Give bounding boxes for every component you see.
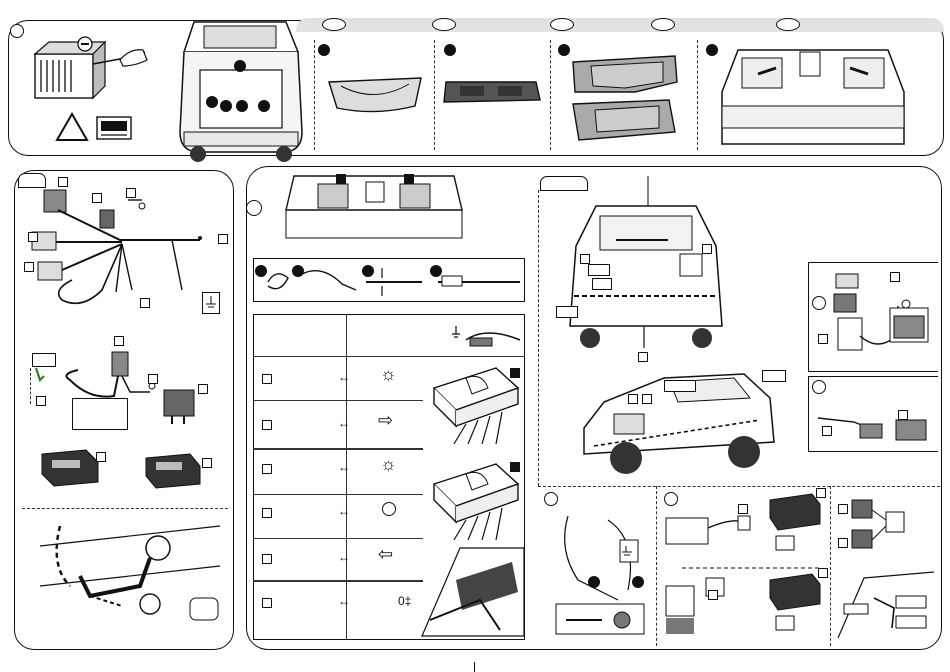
module-mount-illustration-upper <box>662 488 828 562</box>
crimp-steps-illustration <box>262 264 524 300</box>
trunk-floor-part <box>440 72 544 112</box>
part-box-11 <box>148 374 158 384</box>
battery-disconnect-icon <box>25 30 165 110</box>
row-checkbox-1 <box>262 374 272 384</box>
schematic-box-4 <box>628 394 638 404</box>
car-rear-bumper-illustration <box>718 44 908 154</box>
part-box-14 <box>202 458 212 468</box>
fuse-relay-illustration <box>824 266 936 366</box>
marker-square-1 <box>336 174 346 184</box>
marker-dot-d <box>236 100 248 112</box>
part-box-10 <box>36 396 46 406</box>
turn-arrow-left-icon: ⇦ <box>378 544 394 564</box>
row-arrow-1: ↔ <box>338 370 350 384</box>
cable-box-1 <box>822 426 832 436</box>
module-mount-illustration-lower <box>662 564 828 642</box>
row-line-1 <box>253 400 423 401</box>
wiring-harness-illustration <box>22 180 222 320</box>
panel-number-circle <box>10 24 24 38</box>
car-rear-open-illustration <box>176 12 306 162</box>
step-oval-1 <box>322 18 346 31</box>
step-dot-2 <box>444 44 456 56</box>
cable-box-2 <box>898 410 908 420</box>
manual-icon <box>96 116 132 140</box>
row-line-5 <box>253 580 423 582</box>
ground-dot-1 <box>588 576 600 588</box>
row-checkbox-3 <box>262 464 272 474</box>
schematic-box-2 <box>702 244 712 254</box>
module-box-3 <box>708 590 718 600</box>
kit-divider <box>22 508 228 509</box>
step-dot-4 <box>706 44 718 56</box>
connector-inset-photo <box>420 540 524 638</box>
connector-block-upper <box>426 358 522 448</box>
cable-join-illustration <box>814 398 934 448</box>
page-center-mark <box>474 662 475 672</box>
schematic-label-4 <box>664 380 696 392</box>
lower-section-divider <box>538 486 940 487</box>
step-dot-1 <box>318 44 330 56</box>
row-arrow-6: ↔ <box>338 594 350 608</box>
ground-bolt-illustration <box>548 510 652 640</box>
control-module-icon-2 <box>140 448 206 494</box>
marker-dot-e <box>258 100 270 112</box>
row-line-3 <box>253 494 423 495</box>
table-col-divider <box>346 314 347 640</box>
step-oval-5 <box>776 18 800 31</box>
turn-arrow-right-icon: ⇨ <box>378 410 394 430</box>
lower-divider-1 <box>656 486 657 646</box>
part-label-9 <box>32 353 56 367</box>
ground-dot-2 <box>632 576 644 588</box>
ground-symbol-icon <box>202 292 220 314</box>
reverse-light-icon <box>382 502 396 516</box>
tail-light-icon: ☼ <box>380 364 397 384</box>
lower-circle-1 <box>544 492 558 506</box>
module-box-1 <box>738 504 748 514</box>
wiring-panel-circle <box>246 200 262 216</box>
side-trim-panels <box>565 52 685 144</box>
fuse-box-1 <box>890 272 900 282</box>
marker-dot-c <box>220 100 232 112</box>
fuse-box-2 <box>818 334 828 344</box>
fog-light-icon: 0‡ <box>398 594 412 608</box>
step-divider-2 <box>434 40 435 150</box>
step-divider-1 <box>314 40 315 150</box>
part-9-bracket <box>30 368 31 404</box>
module-box-2 <box>816 488 826 498</box>
step-oval-4 <box>651 18 675 31</box>
marker-square-4 <box>510 462 520 472</box>
schematic-label-2 <box>592 278 612 290</box>
lower-divider-2 <box>830 486 831 646</box>
section-divider <box>538 190 539 486</box>
car-rear-interior <box>284 172 464 250</box>
module-box-4 <box>818 568 828 578</box>
car-rear-wiring-schematic <box>556 176 736 356</box>
part-box-1 <box>58 177 68 187</box>
row-line-4 <box>253 538 423 539</box>
part-box-8 <box>114 336 124 346</box>
step-divider-4 <box>697 40 698 150</box>
schematic-label-1 <box>588 264 610 276</box>
marker-dot-b <box>206 96 218 108</box>
parcel-shelf-part <box>325 68 425 118</box>
step-divider-3 <box>550 40 551 150</box>
marker-dot-a <box>234 60 246 72</box>
part-box-7 <box>140 298 150 308</box>
row-checkbox-5 <box>262 554 272 564</box>
row-checkbox-2 <box>262 420 272 430</box>
schematic-label-5 <box>762 370 786 382</box>
relay-mount-illustration <box>836 490 940 568</box>
part-box-2 <box>92 193 102 203</box>
step-oval-3 <box>550 18 574 31</box>
row-arrow-4: ↔ <box>338 504 350 518</box>
car-side-wiring-schematic <box>574 358 784 480</box>
row-arrow-3: ↔ <box>338 460 350 474</box>
part-box-6 <box>218 234 228 244</box>
marker-square-2 <box>404 174 414 184</box>
row-checkbox-6 <box>262 598 272 608</box>
row-arrow-2: ↔ <box>338 416 350 430</box>
row-line-0 <box>253 356 525 357</box>
chassis-mount-illustration <box>834 568 940 644</box>
relay-box-1 <box>838 504 848 514</box>
row-line-2 <box>253 448 423 450</box>
step-oval-2 <box>432 18 456 31</box>
schematic-box-1 <box>580 254 590 264</box>
row-checkbox-4 <box>262 508 272 518</box>
part-box-4 <box>28 232 38 242</box>
part-box-13 <box>96 452 106 462</box>
part-info-box <box>72 398 128 430</box>
schematic-label-3 <box>556 306 578 318</box>
tail-light-icon-2: ☼ <box>380 454 397 474</box>
tow-hitch-icon <box>30 516 230 644</box>
part-box-12 <box>198 384 208 394</box>
top-tab-strip <box>296 18 944 32</box>
schematic-box-5 <box>642 394 652 404</box>
relay-icon <box>160 384 200 428</box>
relay-box-2 <box>838 538 848 548</box>
marker-square-3 <box>510 368 520 378</box>
row-arrow-5: ↔ <box>338 550 350 564</box>
part-box-3 <box>126 188 136 198</box>
cable-detail-circle <box>812 380 826 394</box>
warning-triangle-icon <box>55 112 89 142</box>
connector-block-lower <box>426 454 522 544</box>
connector-plug-icon <box>446 318 524 352</box>
part-box-5 <box>24 262 34 272</box>
